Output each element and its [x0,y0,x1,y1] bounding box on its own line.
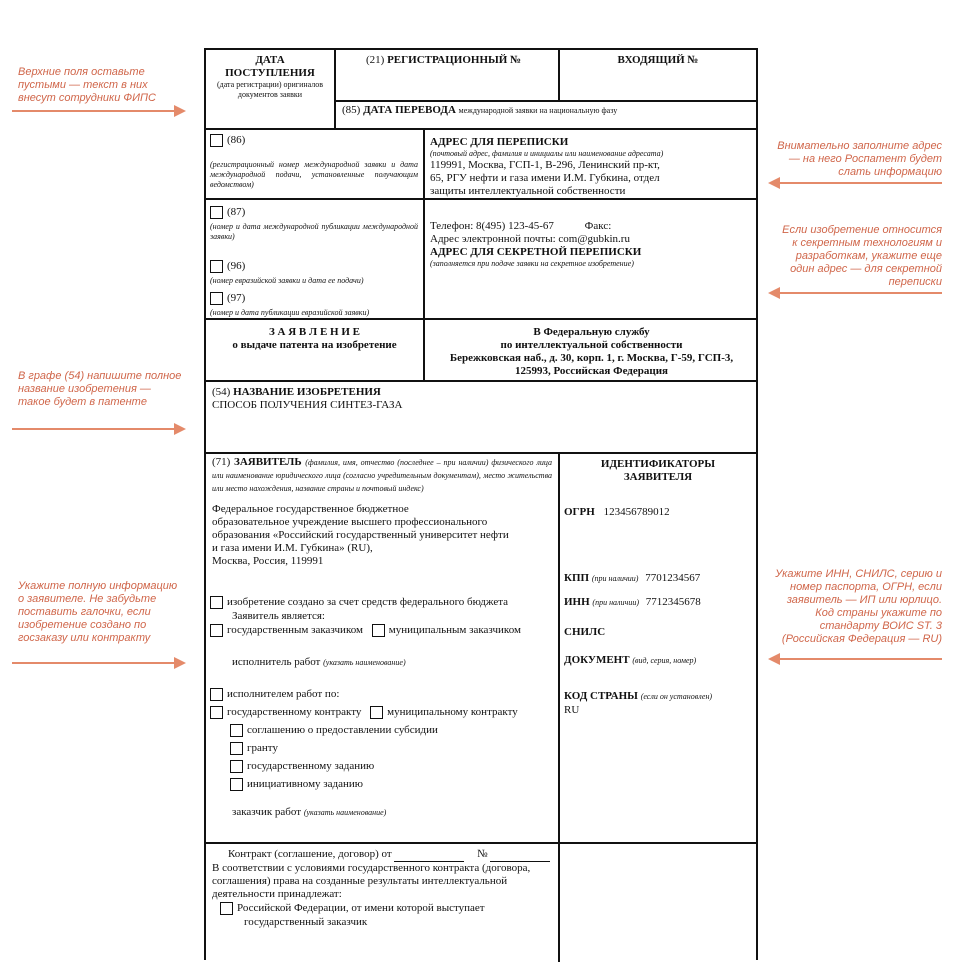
customer-hint: (указать наименование) [303,808,387,817]
initiative-task-option[interactable] [230,778,363,791]
recipient-line-3: Бережковская наб., д. 30, корп. 1, г. Москва, Г-59, ГСП-3, [449,352,734,364]
federal-budget-label: изобретение создано за счет средств федерального бюджета [227,596,509,609]
receipt-date-title: ДАТА ПОСТУПЛЕНИЯ [225,54,315,79]
note-invention-name: В графе (54) напишите полное название изобретения — такое будет в патенте [18,370,182,408]
contract-date-input[interactable] [394,848,464,862]
municipal-customer-label: муниципальным заказчиком [388,624,521,637]
applicant-name-1: Федеральное государственное бюджетное [212,503,409,515]
rf-option[interactable] [220,902,485,915]
ogrn-value: 123456789012 [603,506,670,518]
grant-checkbox[interactable] [230,742,243,755]
state-task-checkbox[interactable] [230,760,243,773]
inn-value: 7712345678 [645,596,701,608]
inn-field[interactable] [564,596,701,609]
rights-text [212,862,552,901]
applicant-name-3: образования «Российский государственный университет нефти [212,529,509,541]
contract-number-input[interactable] [490,848,550,862]
checkbox-96[interactable] [210,260,223,273]
snils-label[interactable]: СНИЛС [564,626,606,638]
reg-number-code: (21) [366,54,385,66]
document-field[interactable] [564,654,696,667]
note-address: Внимательно заполните адрес — на него Роспатент будет слать информацию [777,140,942,178]
statement-title: З А Я В Л Е Н И Е [268,326,360,338]
performer-of-checkbox[interactable] [210,688,223,701]
contract-label: Контракт (соглашение, договор) от [228,848,392,860]
performer-of-option[interactable] [210,688,339,701]
note-secret-address: Если изобретение относится к секретным технологиям и разработкам, укажите еще один адрес — для секретной переписки [782,224,942,288]
address-sub: (почтовый адрес, фамилия и инициалы или наименование адресата) [430,149,664,158]
statement-block [206,326,423,352]
initiative-task-label: инициативному заданию [247,778,364,791]
arrow-secret-address [770,292,942,294]
receipt-date-cell [206,54,334,100]
field-87[interactable] [210,206,245,219]
rights-line-2: соглашения) права на созданные результаты интеллектуальной [212,875,508,887]
field-87-desc: (номер и дата международной публикации международной заявки) [210,222,418,241]
applicant-field[interactable] [212,456,552,568]
inn-hint: (при наличии) [592,598,640,607]
address-line-3: защиты интеллектуальной собственности [430,185,626,197]
email-label: Адрес электронной почты: [430,233,556,245]
state-contract-label: государственному контракту [227,706,362,719]
arrow-address [770,182,942,184]
transfer-date-code: (85) [342,104,361,116]
transfer-date-field[interactable] [342,104,756,117]
rf-label-2: государственный заказчик [244,916,368,928]
applicant-desc: (фамилия, имя, отчество (последнее – при наличии) физического лица или наименование юридического лица (согласно учредительным документам), место жительства или место нахождения, название страны и почтовый индекс) [212,458,553,493]
document-label: ДОКУМЕНТ [564,654,630,666]
checkbox-87[interactable] [210,206,223,219]
arrow-top-fields [12,110,184,112]
field-86[interactable] [210,134,245,147]
email-value: com@gubkin.ru [558,233,630,245]
statement-sub: о выдаче патента на изобретение [232,339,397,351]
contract-options [210,706,518,719]
customer-options [210,624,521,637]
federal-budget-option[interactable] [210,596,508,609]
arrow-invention-name [12,428,184,430]
rf-label-1: Российской Федерации, от имени которой выступает [237,902,485,915]
transfer-date-sub: международной заявки на национальную фазу [458,106,618,115]
recipient-line-1: В Федеральную службу [533,326,650,338]
receipt-date-sub: (дата регистрации) оригиналов документов заявки [216,80,324,99]
municipal-customer-checkbox[interactable] [372,624,385,637]
inn-label: ИНН [564,596,590,608]
ogrn-field[interactable] [564,506,670,519]
performer-of-label: исполнителем работ по: [227,688,340,701]
country-code-hint: (если он установлен) [640,692,713,701]
performer-field[interactable] [232,656,406,669]
address-line-1: 119991, Москва, ГСП-1, В-296, Ленинский пр-кт, [430,159,660,171]
applicant-name-5: Москва, Россия, 119991 [212,555,324,567]
performer-hint: (указать наименование) [323,658,406,667]
arrow-identifiers [770,658,942,660]
country-code-field[interactable] [564,690,712,703]
field-97[interactable] [210,292,245,305]
initiative-task-checkbox[interactable] [230,778,243,791]
subsidy-option[interactable] [230,724,438,737]
incoming-number-label[interactable]: ВХОДЯЩИЙ № [617,54,699,66]
field-96-code: (96) [227,260,246,273]
document-hint: (вид, серия, номер) [632,656,697,665]
applicant-name-4: и газа имени И.М. Губкина» (RU), [212,542,373,554]
identifiers-title: ИДЕНТИФИКАТОРЫ ЗАЯВИТЕЛЯ [600,458,716,483]
rights-line-3: деятельности принадлежат: [212,888,342,900]
address-title: АДРЕС ДЛЯ ПЕРЕПИСКИ [430,136,569,148]
invention-name-field[interactable] [212,386,752,412]
field-86-desc: (регистрационный номер международной заявки и дата международной подачи, установленные получающим ведомством) [210,160,418,189]
recipient-line-4: 125993, Российская Федерация [514,365,669,377]
invention-name-value: СПОСОБ ПОЛУЧЕНИЯ СИНТЕЗ-ГАЗА [212,399,403,411]
state-customer-label: государственным заказчиком [227,624,363,637]
arrow-applicant [12,662,184,664]
recipient-block [425,326,758,378]
customer-label: заказчик работ [232,806,302,818]
field-96-desc: (номер евразийской заявки и дата ее подачи) [210,276,364,285]
field-87-code: (87) [227,206,246,219]
contacts-block[interactable] [430,220,754,269]
customer-field[interactable] [232,806,386,819]
transfer-date-label: ДАТА ПЕРЕВОДА [363,104,456,116]
secret-address-title: АДРЕС ДЛЯ СЕКРЕТНОЙ ПЕРЕПИСКИ [430,246,642,258]
applicant-code: (71) [212,456,231,468]
performer-label: исполнитель работ [232,656,321,668]
country-code-value: RU [564,704,580,716]
municipal-contract-label: муниципальному контракту [387,706,518,719]
kpp-value: 7701234567 [645,572,701,584]
reg-number-field[interactable] [366,54,521,67]
checkbox-97[interactable] [210,292,223,305]
secret-address-sub: (заполняется при подаче заявки на секретное изобретение) [430,259,634,268]
subsidy-label: соглашению о предоставлении субсидии [247,724,438,737]
note-applicant: Укажите полную информацию о заявителе. Не забудьте поставить галочки, если изобретение создано по госзаказу или контракту [18,580,178,644]
applicant-name-2: образовательное учреждение высшего профессионального [212,516,488,528]
subsidy-checkbox[interactable] [230,724,243,737]
kpp-label: КПП [564,572,590,584]
field-96[interactable] [210,260,245,273]
applicant-label: ЗАЯВИТЕЛЬ [234,456,302,468]
address-block[interactable] [430,136,754,198]
patent-application-form [204,48,758,960]
phone-label: Телефон: [430,220,474,232]
state-task-label: государственному заданию [247,760,375,773]
municipal-contract-checkbox[interactable] [370,706,383,719]
federal-budget-checkbox[interactable] [210,596,223,609]
recipient-line-2: по интеллектуальной собственности [500,339,683,351]
applicant-is-label: Заявитель является: [232,610,325,622]
state-task-option[interactable] [230,760,374,773]
invention-code: (54) [212,386,231,398]
fax-label: Факс: [584,220,612,232]
field-97-desc: (номер и дата публикации евразийской заявки) [210,308,370,317]
kpp-field[interactable] [564,572,700,585]
rights-line-1: В соответствии с условиями государственного контракта (договора, [212,862,531,874]
reg-number-label: РЕГИСТРАЦИОННЫЙ № [387,54,522,66]
field-86-code: (86) [227,134,246,147]
ogrn-label: ОГРН [564,506,595,518]
country-code-label: КОД СТРАНЫ [564,690,638,702]
phone-value: 8(495) 123-45-67 [476,220,554,232]
contract-field[interactable] [228,848,550,862]
grant-label: гранту [247,742,278,755]
rf-checkbox[interactable] [220,902,233,915]
contract-number-label: № [477,848,488,860]
state-contract-checkbox[interactable] [210,706,223,719]
checkbox-86[interactable] [210,134,223,147]
invention-label: НАЗВАНИЕ ИЗОБРЕТЕНИЯ [233,386,381,398]
kpp-hint: (при наличии) [591,574,639,583]
field-97-code: (97) [227,292,246,305]
state-customer-checkbox[interactable] [210,624,223,637]
note-top-fields: Верхние поля оставьте пустыми — текст в них внесут сотрудники ФИПС [18,66,156,104]
address-line-2: 65, РГУ нефти и газа имени И.М. Губкина, отдел [430,172,660,184]
note-identifiers: Укажите ИНН, СНИЛС, серию и номер паспорта, ОГРН, если заявитель — ИП или юрлицо. Код страны укажите по стандарту ВОИС ST. 3 (Российская Федерация — RU) [775,568,942,645]
grant-option[interactable] [230,742,278,755]
